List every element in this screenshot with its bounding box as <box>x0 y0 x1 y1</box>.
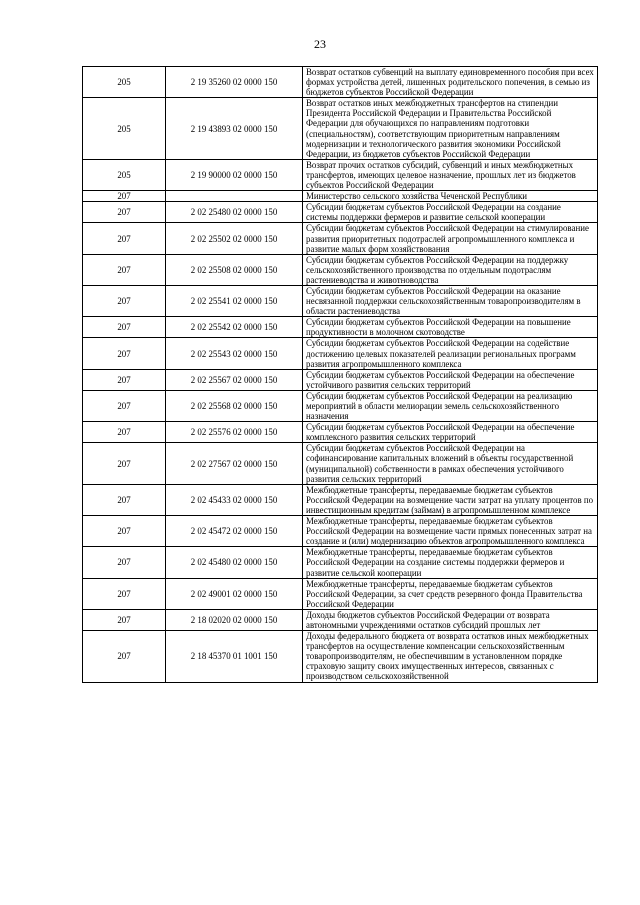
budget-code-cell: 2 02 45433 02 0000 150 <box>166 484 303 515</box>
table-body <box>83 67 598 683</box>
table-row <box>83 422 598 443</box>
table-row <box>83 369 598 390</box>
budget-code-cell: 2 02 25567 02 0000 150 <box>166 369 303 390</box>
table-row <box>83 484 598 515</box>
revenue-name-cell: Субсидии бюджетам субъектов Российской Федерации на создание системы поддержки фермеров и развитие сельской кооперации <box>303 202 598 223</box>
budget-code-cell: 2 02 25508 02 0000 150 <box>166 254 303 285</box>
admin-code-cell: 207 <box>83 422 166 443</box>
revenue-name-cell: Субсидии бюджетам субъектов Российской Федерации на содействие достижению целевых показателей реализации региональных программ развития агропромышленного комплекса <box>303 338 598 369</box>
page-number: 23 <box>314 37 326 51</box>
table-row <box>83 443 598 484</box>
revenue-name-cell: Субсидии бюджетам субъектов Российской Федерации на поддержку сельскохозяйственного производства по отдельным подотраслям растениеводства и животноводства <box>303 254 598 285</box>
revenue-name-cell <box>303 631 598 682</box>
admin-code-cell: 207 <box>83 369 166 390</box>
table-row <box>83 191 598 202</box>
admin-code-cell: 207 <box>83 547 166 578</box>
admin-code-cell: 207 <box>83 609 166 630</box>
table-row <box>83 67 598 98</box>
revenue-name-cell: Субсидии бюджетам субъектов Российской Федерации на повышение продуктивности в молочном скотоводстве <box>303 317 598 338</box>
admin-code-cell: 205 <box>83 67 166 98</box>
table-row <box>83 631 598 682</box>
admin-code-cell: 205 <box>83 98 166 160</box>
table-row <box>83 547 598 578</box>
revenue-name-cell: Субсидии бюджетам субъектов Российской Федерации на стимулирование развития приоритетных подотраслей агропромышленного комплекса и развитие малых форм хозяйствования <box>303 223 598 254</box>
admin-code-cell: 207 <box>83 443 166 484</box>
table-row <box>83 390 598 421</box>
table-row <box>83 609 598 630</box>
revenue-name-cell: Доходы бюджетов субъектов Российской Федерации от возврата автономными учреждениями остатков субсидий прошлых лет <box>303 609 598 630</box>
table-row <box>83 285 598 316</box>
budget-code-cell: 2 02 45472 02 0000 150 <box>166 516 303 547</box>
table-row <box>83 578 598 609</box>
budget-code-cell: 2 02 27567 02 0000 150 <box>166 443 303 484</box>
revenue-name-cell: Возврат прочих остатков субсидий, субвенций и иных межбюджетных трансфертов, имеющих целевое назначение, прошлых лет из бюджетов субъектов Российской Федерации <box>303 159 598 190</box>
revenue-name-text: Доходы федерального бюджета от возврата остатков иных межбюджетных трансфертов на осуществление компенсации сельскохозяйственным товаропроизводителям, не обеспечившим в установленном порядке страховую защиту своих имущественных интересов, связанных с производством сельскохозяйственной <box>306 631 589 682</box>
budget-code-cell: 2 02 25480 02 0000 150 <box>166 202 303 223</box>
table-row <box>83 223 598 254</box>
budget-code-cell: 2 02 25576 02 0000 150 <box>166 422 303 443</box>
revenue-name-cell: Министерство сельского хозяйства Чеченской Республики <box>303 191 598 202</box>
revenue-name-cell: Возврат остатков субвенций на выплату единовременного пособия при всех формах устройства детей, лишенных родительского попечения, в семью из бюджетов субъектов Российской Федерации <box>303 67 598 98</box>
revenue-name-cell: Межбюджетные трансферты, передаваемые бюджетам субъектов Российской Федерации, за счет средств резервного фонда Правительства Российской Федерации <box>303 578 598 609</box>
revenue-name-cell: Субсидии бюджетам субъектов Российской Федерации на оказание несвязанной поддержки сельскохозяйственным товаропроизводителям в области растениеводства <box>303 285 598 316</box>
revenue-name-cell: Субсидии бюджетам субъектов Российской Федерации на обеспечение устойчивого развития сельских территорий <box>303 369 598 390</box>
budget-code-cell: 2 18 02020 02 0000 150 <box>166 609 303 630</box>
table-row <box>83 516 598 547</box>
budget-code-cell: 2 18 45370 01 1001 150 <box>166 631 303 682</box>
budget-code-cell: 2 19 43893 02 0000 150 <box>166 98 303 160</box>
budget-code-cell: 2 02 25541 02 0000 150 <box>166 285 303 316</box>
revenue-name-cell: Возврат остатков иных межбюджетных трансфертов на стипендии Президента Российской Федерации и Правительства Российской Федерации для обучающихся по направлениям подготовки (специальностям), соответствующим приоритетным направлениям модернизации и технологического развития экономики Российской Федерации, из бюджетов субъектов Российской Федерации <box>303 98 598 160</box>
revenue-name-cell: Субсидии бюджетам субъектов Российской Федерации на обеспечение комплексного развития сельских территорий <box>303 422 598 443</box>
budget-code-cell: 2 02 45480 02 0000 150 <box>166 547 303 578</box>
admin-code-cell: 207 <box>83 317 166 338</box>
table-row <box>83 338 598 369</box>
admin-code-cell: 207 <box>83 484 166 515</box>
revenue-name-cell: Субсидии бюджетам субъектов Российской Федерации на реализацию мероприятий в области мелиорации земель сельскохозяйственного назначения <box>303 390 598 421</box>
admin-code-cell: 207 <box>83 202 166 223</box>
table-row <box>83 98 598 160</box>
table-row <box>83 202 598 223</box>
budget-code-cell: 2 02 25568 02 0000 150 <box>166 390 303 421</box>
admin-code-cell: 207 <box>83 338 166 369</box>
budget-code-cell <box>166 191 303 202</box>
table-row <box>83 254 598 285</box>
admin-code-cell: 207 <box>83 390 166 421</box>
admin-code-cell: 207 <box>83 516 166 547</box>
table-row <box>83 317 598 338</box>
budget-code-cell: 2 19 90000 02 0000 150 <box>166 159 303 190</box>
admin-code-cell: 207 <box>83 285 166 316</box>
budget-classification-table <box>82 66 598 683</box>
admin-code-cell: 205 <box>83 159 166 190</box>
revenue-name-cell: Межбюджетные трансферты, передаваемые бюджетам субъектов Российской Федерации на возмещение части прямых понесенных затрат на создание и (или) модернизацию объектов агропромышленного комплекса <box>303 516 598 547</box>
budget-code-cell: 2 02 49001 02 0000 150 <box>166 578 303 609</box>
budget-code-cell: 2 02 25543 02 0000 150 <box>166 338 303 369</box>
admin-code-cell: 207 <box>83 578 166 609</box>
admin-code-cell: 207 <box>83 631 166 682</box>
table-row <box>83 159 598 190</box>
admin-code-cell: 207 <box>83 254 166 285</box>
revenue-name-cell: Межбюджетные трансферты, передаваемые бюджетам субъектов Российской Федерации на возмещение части затрат на уплату процентов по инвестиционным кредитам (займам) в агропромышленном комплексе <box>303 484 598 515</box>
revenue-name-cell: Субсидии бюджетам субъектов Российской Федерации на софинансирование капитальных вложений в объекты государственной (муниципальной) собственности в рамках обеспечения устойчивого развития сельских территорий <box>303 443 598 484</box>
budget-code-cell: 2 19 35260 02 0000 150 <box>166 67 303 98</box>
budget-code-cell: 2 02 25502 02 0000 150 <box>166 223 303 254</box>
revenue-name-cell: Межбюджетные трансферты, передаваемые бюджетам субъектов Российской Федерации на создание системы поддержки фермеров и развитие сельской кооперации <box>303 547 598 578</box>
admin-code-cell: 207 <box>83 191 166 202</box>
budget-code-cell: 2 02 25542 02 0000 150 <box>166 317 303 338</box>
admin-code-cell: 207 <box>83 223 166 254</box>
